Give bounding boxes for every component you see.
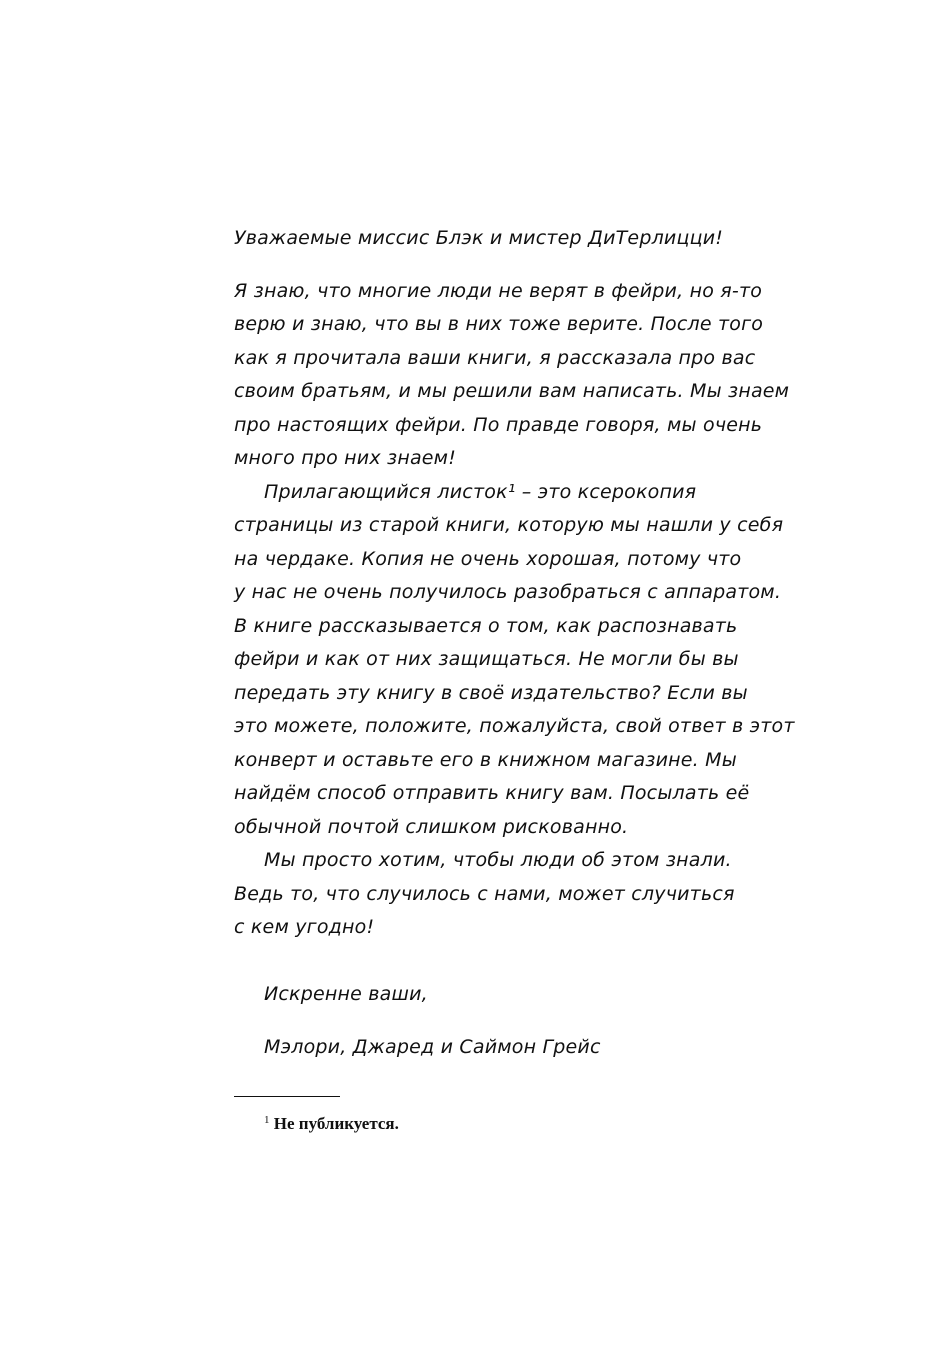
paragraph-2-line: страницы из старой книги, которую мы нашли у себя: [234, 514, 784, 536]
paragraph-2-line: на чердаке. Копия не очень хорошая, потому что: [234, 547, 742, 570]
paragraph-2-line: обычной почтой слишком рискованно.: [234, 815, 629, 838]
letter-body: [234, 222, 795, 1065]
paragraph-1-line: своим братьям, и мы решили вам написать. Мы знаем: [234, 380, 790, 402]
footnote-divider: [234, 1096, 340, 1097]
paragraph-3-line: Ведь то, что случилось с нами, может случиться: [234, 882, 735, 905]
paragraph-2-line: Прилагающийся листок¹ – это ксерокопия: [264, 480, 697, 503]
footnote-marker: 1: [264, 1114, 270, 1126]
paragraph-2: [234, 476, 795, 845]
paragraph-1-line: про настоящих фейри. По правде говоря, мы очень: [234, 413, 763, 436]
paragraph-3: [234, 844, 735, 945]
letter-closing: Искренне ваши,: [264, 982, 428, 1005]
paragraph-2-line: у нас не очень получилось разобраться с аппаратом.: [234, 581, 782, 603]
paragraph-1-line: Я знаю, что многие люди не верят в фейри, но я-то: [234, 279, 763, 302]
paragraph-1-line: верю и знаю, что вы в них тоже верите. После того: [234, 313, 764, 335]
paragraph-2-line: это можете, положите, пожалуйста, свой ответ в этот: [234, 715, 795, 737]
paragraph-1-line: много про них знаем!: [234, 447, 457, 469]
paragraph-1: [234, 275, 790, 476]
paragraph-2-line: конверт и оставьте его в книжном магазине. Мы: [234, 748, 737, 771]
letter-greeting: Уважаемые миссис Блэк и мистер ДиТерлицци!: [234, 227, 724, 249]
paragraph-2-line: передать эту книгу в своё издательство? Если вы: [234, 681, 748, 704]
paragraph-3-line: Мы просто хотим, чтобы люди об этом знали.: [264, 849, 732, 871]
paragraph-2-line: фейри и как от них защищаться. Не могли бы вы: [234, 648, 739, 670]
letter-signature: Мэлори, Джаред и Саймон Грейс: [264, 1036, 601, 1058]
footnote-text: Не публикуется.: [273, 1114, 399, 1133]
paragraph-3-line: с кем угодно!: [234, 916, 375, 938]
paragraph-2-line: В книге рассказывается о том, как распознавать: [234, 614, 738, 637]
footnote: [264, 1108, 399, 1136]
paragraph-2-line: найдём способ отправить книгу вам. Посылать её: [234, 782, 750, 804]
paragraph-1-line: как я прочитала ваши книги, я рассказала про вас: [234, 346, 756, 369]
